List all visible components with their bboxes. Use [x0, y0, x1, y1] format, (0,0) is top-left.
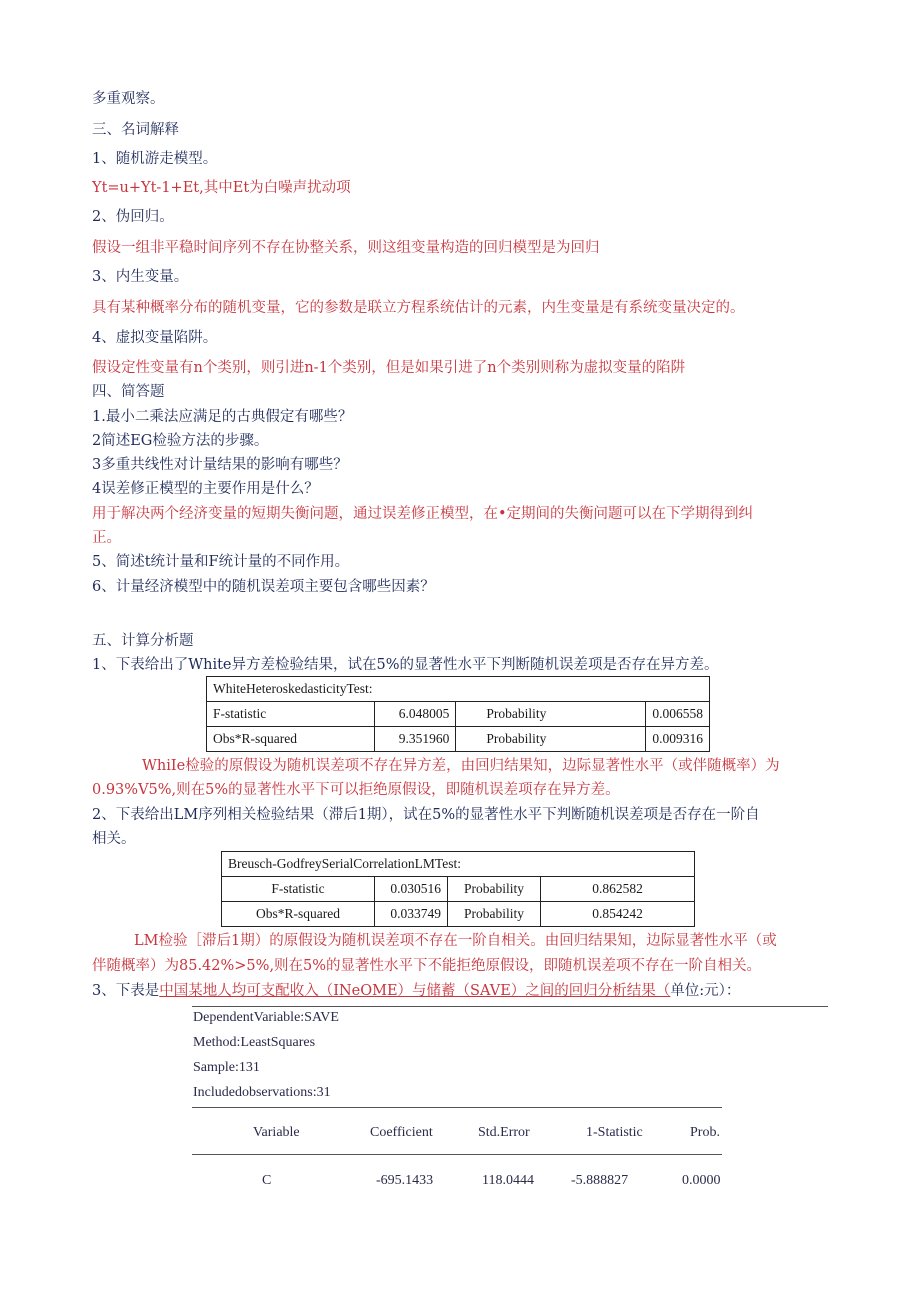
table-cell: 0.009316 — [646, 727, 710, 752]
answer-1: Yt=u+Yt-1+Et,其中Et为白噪声扰动项 — [92, 180, 351, 196]
answer-4: 假设定性变量有n个类别，则引进n-1个类别，但是如果引进了n个类别则称为虚拟变量的陷阱 — [92, 360, 686, 376]
table-cell: 9.351960 — [374, 727, 456, 752]
table-cell: Obs*R-squared — [222, 902, 375, 927]
header-bottom-rule — [192, 1154, 722, 1155]
row-coefficient: -695.1433 — [376, 1173, 434, 1188]
table-header: Breusch-GodfreySerialCorrelationLMTest: — [222, 852, 695, 877]
calc-question-3-suffix: 单位:元）： — [670, 983, 741, 999]
row-prob: 0.0000 — [682, 1173, 721, 1188]
table-cell: Obs*R-squared — [207, 727, 375, 752]
table-row — [207, 727, 710, 752]
calc-answer-1: WhiIe检验的原假设为随机误差项不存在异方差，由回归结果知，边际显著性水平（或伴随概率）为 — [142, 758, 780, 774]
col-std-error: Std.Error — [478, 1125, 530, 1140]
col-coefficient: Coefficient — [370, 1125, 433, 1140]
short-question-4: 4误差修正模型的主要作用是什么？ — [92, 481, 319, 497]
col-variable: Variable — [253, 1125, 300, 1140]
table-cell: Probability — [448, 877, 541, 902]
included-observations: Includedobservations:31 — [193, 1085, 331, 1100]
calc-question-3-highlight: 中国某地人均可支配收入（INeOME）与储蓄（SAVE）之间的回归分析结果（ — [159, 983, 671, 999]
table-cell: Probability — [448, 902, 541, 927]
short-question-2: 2简述EG检验方法的步骤。 — [92, 433, 269, 449]
section-heading-short-answer: 四、简答题 — [92, 384, 165, 400]
short-question-1: 1.最小二乘法应满足的古典假定有哪些？ — [92, 409, 353, 425]
question-2: 2、伪回归。 — [92, 209, 174, 225]
answer-3: 具有某种概率分布的随机变量，它的参数是联立方程系统估计的元素，内生变量是有系统变量决定的。 — [92, 300, 745, 316]
calc-question-1: 1、下表给出了White异方差检验结果，试在5%的显著性水平下判断随机误差项是否存在异方差。 — [92, 657, 719, 673]
dependent-variable: DependentVariable:SAVE — [193, 1010, 339, 1025]
answer-2: 假设一组非平稳时间序列不存在协整关系，则这组变量构造的回归模型是为回归 — [92, 240, 600, 256]
lm-test-table — [221, 851, 695, 927]
calc-answer-2: LM检验［滞后1期）的原假设为随机误差项不存在一阶自相关。由回归结果知，边际显著性水平（或 — [134, 933, 777, 949]
row-variable: C — [262, 1173, 272, 1188]
question-3: 3、内生变量。 — [92, 269, 189, 285]
short-answer-4: 用于解决两个经济变量的短期失衡问题，通过误差修正模型，在•定期间的失衡问题可以在下学期得到纠 — [92, 506, 754, 522]
sample: Sample:131 — [193, 1060, 260, 1075]
section-heading-terms: 三、名词解释 — [92, 122, 179, 138]
table-cell: 6.048005 — [374, 702, 456, 727]
short-question-6: 6、计量经济模型中的随机误差项主要包含哪些因素？ — [92, 579, 435, 595]
short-answer-4-cont: 正。 — [92, 530, 121, 546]
calc-answer-2-cont: 伴随概率）为85.42%>5%,则在5%的显著性水平下不能拒绝原假设，即随机误差项不存在一阶自相关。 — [92, 958, 762, 974]
table-row — [222, 902, 695, 927]
table-cell: 0.006558 — [646, 702, 710, 727]
table-cell: Probability — [456, 727, 646, 752]
table-header: WhiteHeteroskedasticityTest: — [207, 677, 710, 702]
calc-question-2-cont: 相关。 — [92, 831, 136, 847]
question-1: 1、随机游走模型。 — [92, 151, 218, 167]
calc-question-2: 2、下表给出LM序列相关检验结果（滞后1期），试在5%的显著性水平下判断随机误差项是否存在一阶自 — [92, 807, 760, 823]
table-row — [222, 877, 695, 902]
calc-answer-1-cont: 0.93%V5%,则在5%的显著性水平下可以拒绝原假设，即随机误差项存在异方差。 — [92, 782, 620, 798]
text-line: 多重观察。 — [92, 91, 165, 107]
output-top-rule — [192, 1006, 828, 1007]
short-question-5: 5、简述t统计量和F统计量的不同作用。 — [92, 554, 350, 570]
white-test-table — [206, 676, 710, 752]
calc-question-3 — [92, 982, 740, 1000]
method: Method:LeastSquares — [193, 1035, 316, 1050]
table-cell: 0.854242 — [541, 902, 695, 927]
table-cell: F-statistic — [222, 877, 375, 902]
table-cell: 0.030516 — [375, 877, 448, 902]
section-heading-calc: 五、计算分析题 — [92, 633, 194, 649]
table-cell: 0.033749 — [375, 902, 448, 927]
table-cell: Probability — [456, 702, 646, 727]
question-4: 4、虚拟变量陷阱。 — [92, 330, 218, 346]
table-row — [207, 702, 710, 727]
calc-question-3-prefix: 3、下表是 — [92, 983, 160, 999]
header-top-rule — [192, 1107, 722, 1108]
col-t-statistic: 1-Statistic — [586, 1125, 643, 1140]
table-cell: 0.862582 — [541, 877, 695, 902]
row-t-statistic: -5.888827 — [571, 1173, 629, 1188]
col-prob: Prob. — [690, 1125, 720, 1140]
row-std-error: 118.0444 — [482, 1173, 534, 1188]
table-cell: F-statistic — [207, 702, 375, 727]
short-question-3: 3多重共线性对计量结果的影响有哪些？ — [92, 457, 348, 473]
